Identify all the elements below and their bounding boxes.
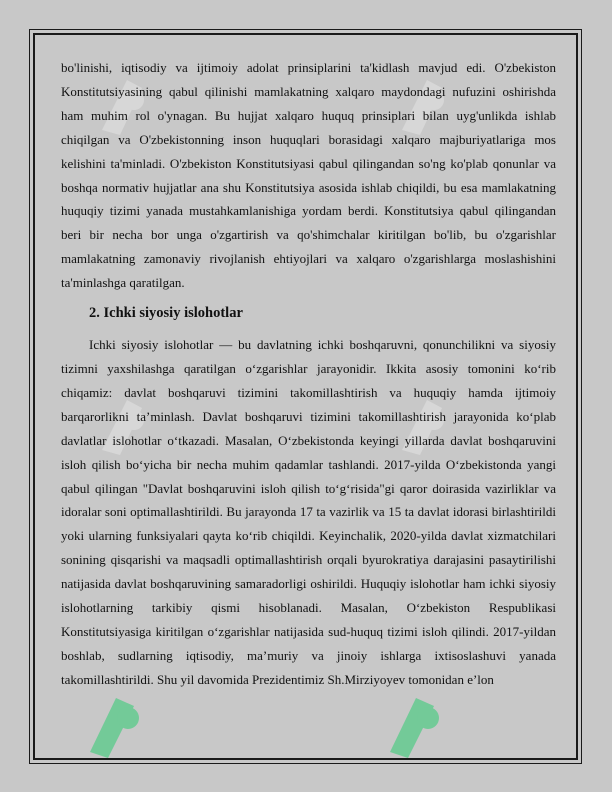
paragraph-continuation: bo'linishi, iqtisodiy va ijtimoiy adolat prinsiplarini ta'kidlash mavjud edi. O'zbekiston Konstitutsiyasining qabul qilinishi mamlakatning xalqaro maydondagi nufuzini oshirishda ham muhim rol o'ynagan. Bu hujjat xalqaro huquq prinsiplari bilan uyg'unlikda ishlab chiqilgan va O'zbekistonning inson huquqlari borasidagi xalqaro majburiyatlariga mos kelishini ta'minladi. O'zbekiston Konstitutsiyasi qabul qilingandan so'ng ko'plab qonunlar va boshqa normativ hujjatlar ana shu Konstitutsiya asosida ishlab chiqildi, bu esa mamlakatning huquqiy tizimi yanada mustahkamlanishiga yordam berdi. Konstitutsiya qabul qilingandan beri bir necha bor unga o'zgartirish va qo'shimchalar kiritilgan bo'lib, bu o'zgarishlar mamlakatning zamonaviy rivojlanish ehtiyojlari va xalqaro o'zgarishlarga moslashishini ta'minlashga qaratilgan. (61, 60, 556, 291)
paragraph-body: Ichki siyosiy islohotlar — bu davlatning ichki boshqaruvni, qonunchilikni va siyosiy tizimni yaxshilashga qaratilgan o‘zgarishlar jarayonidir. Ikkita asosiy tomonini ko‘rib chiqamiz: davlat boshqaruvi tizimini takomillashtirish va huquqiy hamda ijtimoiy barqarorlikni ta’minlash. Davlat boshqaruvi tizimini takomillashtirish jarayonida ko‘plab davlatlar islohotlar o‘tkazadi. Masalan, O‘zbekistonda keyingi yillarda davlat boshqaruvini isloh qilish bo‘yicha bir necha muhim qadamlar tashlandi. 2017-yilda O‘zbekistonda yangi qabul qilingan "Davlat boshqaruvini isloh qilish to‘g‘risida"gi qaror doirasida vazirliklar va idoralar soni optimallashtirildi. Bu jarayonda 17 ta vazirlik va 15 ta davlat idorasi birlashtirildi yoki ularning funksiyalari qayta ko‘rib chiqildi. Keyinchalik, 2020-yilda davlat xizmatchilari sonining qisqarishi va maqsadli optimallashtirish orqali byurokratiya darajasini pasaytirilishi natijasida davlat boshqaruvining samaradorligi oshirildi. Huquqiy islohotlar ham ichki siyosiy islohotlarning tarkibiy qismi hisoblanadi. Masalan, O‘zbekiston Respublikasi Konstitutsiyasiga kiritilgan o‘zgarishlar natijasida sud-huquq tizimi isloh qilindi. 2017-yildan boshlab, sudlarning iqtisodiy, ma’muriy va jinoiy ishlarga ixtisoslashuvi yanada takomillashtirildi. Shu yil davomida Prezidentimiz Sh.Mirziyoyev tomonidan e’lon (61, 337, 556, 687)
document-body (61, 56, 556, 692)
section-heading: 2. Ichki siyosiy islohotlar (89, 305, 243, 322)
